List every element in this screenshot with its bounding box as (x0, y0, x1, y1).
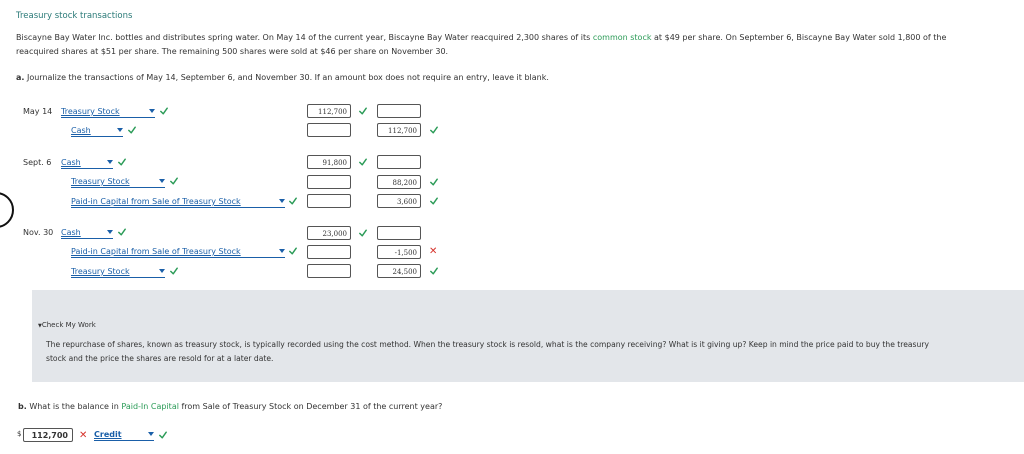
account-select-value: Treasury Stock (71, 267, 130, 276)
chevron-down-icon (107, 230, 113, 234)
account-select[interactable] (71, 125, 123, 137)
entry-date: Nov. 30 (23, 228, 54, 237)
account-select-value: Treasury Stock (71, 177, 130, 186)
account-select-value: Treasury Stock (61, 107, 120, 116)
part-b-label: b. (18, 402, 27, 411)
balance-type-select[interactable] (94, 429, 154, 441)
correct-check-icon (359, 229, 367, 237)
part-b-text: from Sale of Treasury Stock on December 31 of the current year? (178, 402, 443, 411)
account-select-value: Cash (61, 158, 81, 167)
part-a-label: a. (16, 73, 25, 82)
chevron-down-icon (159, 179, 165, 183)
debit-amount-input[interactable] (307, 245, 351, 259)
debit-amount-input[interactable] (307, 175, 351, 189)
account-select[interactable] (61, 227, 113, 239)
problem-text: at $49 per share. On September 6, Biscayne Bay Water sold 1,800 of the (651, 33, 947, 42)
correct-check-icon (128, 126, 136, 134)
correct-check-icon (159, 431, 167, 439)
account-select[interactable] (71, 246, 285, 258)
credit-amount-input[interactable] (377, 104, 421, 118)
correct-check-icon (430, 126, 438, 134)
account-select[interactable] (71, 176, 165, 188)
account-select-value: Cash (61, 228, 81, 237)
balance-amount-input[interactable]: 112,700 (23, 428, 73, 442)
account-select-value: Paid-in Capital from Sale of Treasury Stock (71, 197, 241, 206)
chevron-down-icon (159, 269, 165, 273)
incorrect-x-icon: ✕ (79, 430, 88, 441)
entry-date: Sept. 6 (23, 158, 52, 167)
currency-symbol: $ (17, 430, 22, 438)
chevron-down-icon (279, 249, 285, 253)
problem-text: Biscayne Bay Water Inc. bottles and distributes spring water. On May 14 of the current year, Biscayne Bay Water reacquired 2,300 shares of its (16, 33, 593, 42)
debit-amount-input[interactable] (307, 123, 351, 137)
account-select[interactable] (61, 106, 155, 118)
balance-type-value: Credit (94, 430, 122, 439)
entry-date: May 14 (23, 107, 53, 116)
correct-check-icon (160, 107, 168, 115)
chevron-down-icon (149, 109, 155, 113)
check-my-work-toggle[interactable] (38, 321, 96, 329)
part-a-instructions (16, 70, 549, 86)
correct-check-icon (430, 197, 438, 205)
part-b-text: What is the balance in (29, 402, 122, 411)
credit-amount-input[interactable]: 24,500 (377, 264, 421, 278)
credit-amount-input[interactable]: -1,500 (377, 245, 421, 259)
correct-check-icon (359, 107, 367, 115)
chevron-down-icon (148, 432, 154, 436)
correct-check-icon (359, 158, 367, 166)
paid-in-capital-link[interactable]: Paid-In Capital (121, 402, 179, 411)
credit-amount-input[interactable] (377, 226, 421, 240)
feedback-text-line2: stock and the price the shares are resold for at a later date. (46, 354, 274, 363)
credit-amount-input[interactable] (377, 155, 421, 169)
credit-amount-input[interactable]: 112,700 (377, 123, 421, 137)
chevron-down-icon (107, 160, 113, 164)
correct-check-icon (289, 197, 297, 205)
correct-check-icon (118, 158, 126, 166)
correct-check-icon (170, 177, 178, 185)
account-select[interactable] (71, 196, 285, 208)
account-select-value: Paid-in Capital from Sale of Treasury Stock (71, 247, 241, 256)
debit-amount-input[interactable]: 23,000 (307, 226, 351, 240)
correct-check-icon (170, 267, 178, 275)
credit-amount-input[interactable]: 88,200 (377, 175, 421, 189)
common-stock-link[interactable]: common stock (592, 33, 652, 42)
debit-amount-input[interactable]: 112,700 (307, 104, 351, 118)
caret-down-icon: ▼ (38, 323, 42, 329)
correct-check-icon (118, 228, 126, 236)
side-panel-handle[interactable] (0, 192, 14, 228)
debit-amount-input[interactable]: 91,800 (307, 155, 351, 169)
chevron-down-icon (117, 128, 123, 132)
chevron-down-icon (279, 199, 285, 203)
part-b-question (18, 399, 442, 415)
debit-amount-input[interactable] (307, 264, 351, 278)
account-select[interactable] (71, 266, 165, 278)
part-a-text: Journalize the transactions of May 14, September 6, and November 30. If an amount box does not require an entry, leave it blank. (26, 73, 549, 82)
page-title: Treasury stock transactions (16, 11, 133, 21)
correct-check-icon (430, 178, 438, 186)
correct-check-icon (430, 267, 438, 275)
feedback-panel (32, 290, 1024, 382)
incorrect-x-icon: ✕ (429, 246, 438, 257)
account-select-value: Cash (71, 126, 91, 135)
problem-text-line2: reacquired shares at $51 per share. The remaining 500 shares were sold at $46 per share on November 30. (16, 47, 449, 56)
correct-check-icon (289, 247, 297, 255)
check-my-work-label: Check My Work (41, 321, 96, 329)
debit-amount-input[interactable] (307, 194, 351, 208)
credit-amount-input[interactable]: 3,600 (377, 194, 421, 208)
feedback-text-line1: The repurchase of shares, known as treasury stock, is typically recorded using the cost method. When the treasury stock is resold, what is the company receiving? What is it giving up? Keep in mind the price paid to buy the treasury (46, 340, 929, 349)
account-select[interactable] (61, 157, 113, 169)
